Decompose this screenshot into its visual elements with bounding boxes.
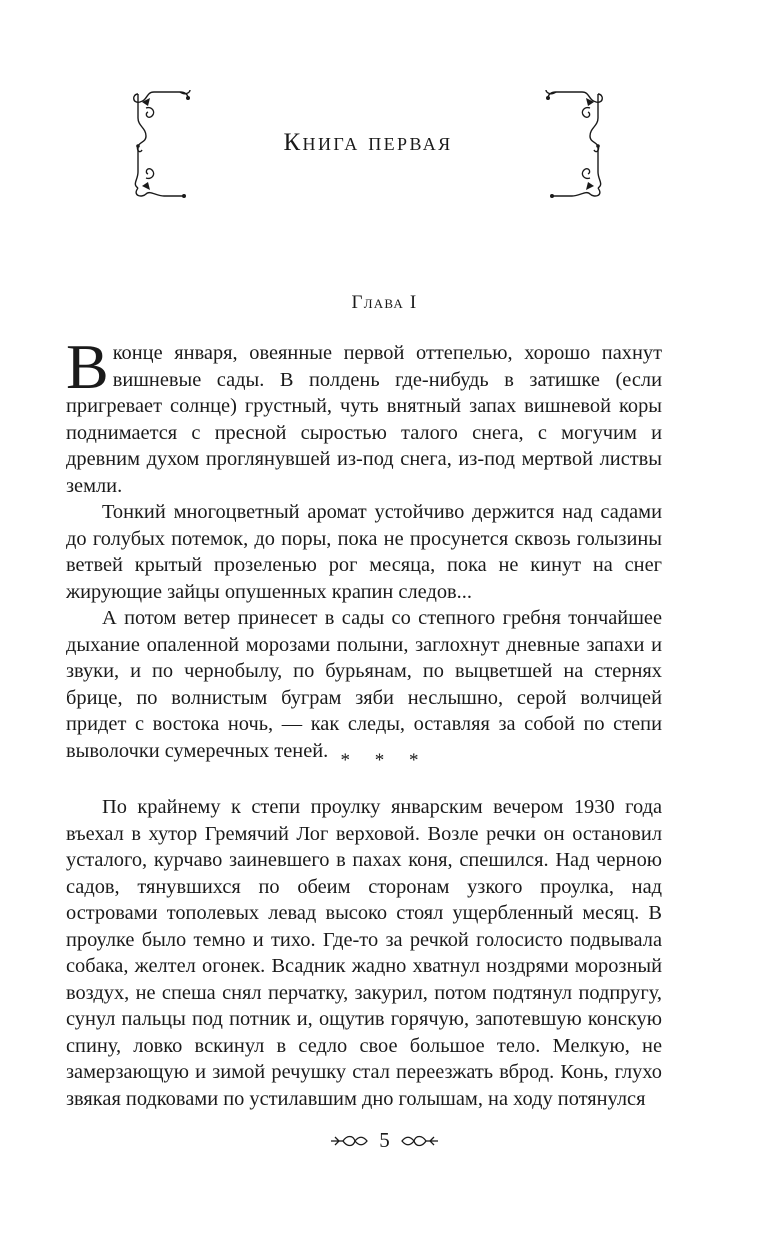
scene-break: * * *: [340, 750, 429, 771]
page-footer: [0, 1128, 769, 1153]
chapter-title: Глава I: [351, 292, 418, 313]
drop-cap: В: [66, 331, 109, 402]
paragraph-3: А потом ветер принесет в сады со степного гребня тончайшее дыхание опаленной морозами полыни, заглохнут дневные запахи и звуки, и по чернобылу, по бурьянам, по выцветшей на стернях брице, по волнистым буграм зяби неслышно, серой волчицей придет с востока ночь, — как следы, оставляя за собой по степи выволочки сумеречных теней.: [66, 607, 662, 762]
book-header: [128, 88, 608, 198]
corner-ornament-right-icon: [544, 88, 608, 200]
footer-ornament-left-icon: [329, 1132, 369, 1150]
paragraph-1-text: конце января, овеянные первой оттепелью, хорошо пахнут вишневые сады. В полдень где-нибудь в затишке (если пригревает солнце) грустный, чуть внятный запах вишневой коры поднимается с пресной сыростью талого снега, с могучим и древним духом проглянувшей из-под снега, из-под мертвой листвы земли.: [66, 342, 662, 497]
paragraph-4: По крайнему к степи проулку январским вечером 1930 года въехал в хутор Гремячий Лог верховой. Возле речки он остановил усталого, курчаво заиневшего в пахах коня, спешился. Над черною садов, тянувшихся по обеим сторонам узкого проулка, над островами тополевых левад высоко стоял ущербленный месяц. В проулке было темно и тихо. Где-то за речкой голосисто подвывала собака, желтел огонек. Всадник жадно хватнул ноздрями морозный воздух, не спеша снял перчатку, закурил, потом подтянул подпругу, сунул пальцы под потник и, ощутив горячую, запотевшую конскую спину, ловко вскинул в седло свое большое тело. Мелкую, не замерзающую и зимой речушку стал переезжать вброд. Конь, глухо звякая подковами по устилавшим дно голышам, на ходу потянулся: [66, 796, 662, 1110]
body-text-part-2: [66, 794, 662, 1112]
paragraph-2: Тонкий многоцветный аромат устойчиво держится над садами до голубых потемок, до поры, пока не просунется сквозь голызины ветвей крытый прозеленью рог месяца, пока не кинут на снег жирующие зайцы опушенных крапин следов...: [66, 501, 662, 603]
footer-ornament-right-icon: [400, 1132, 440, 1150]
book-title: Книга первая: [283, 129, 453, 156]
body-text-part-1: [66, 331, 662, 764]
paragraph-1: [66, 331, 662, 499]
page-number: 5: [379, 1128, 390, 1152]
